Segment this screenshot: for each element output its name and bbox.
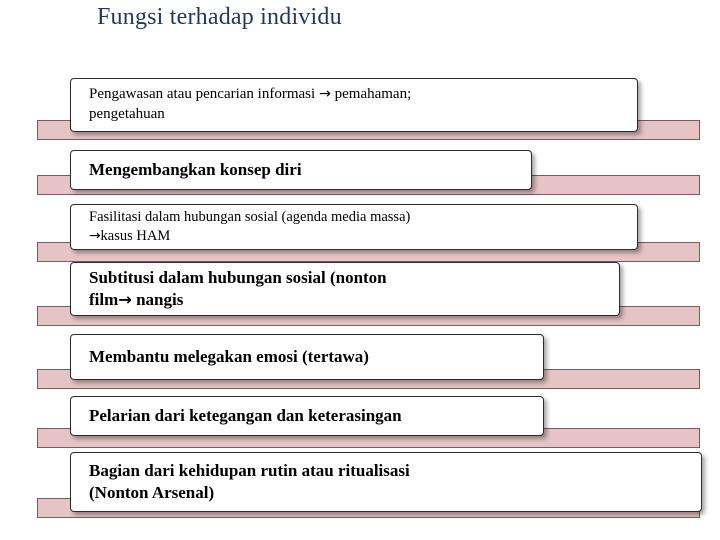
arrow-icon: → <box>89 228 101 244</box>
list-item-emotional-relief <box>70 334 544 380</box>
list-item-social-facilitation <box>70 204 638 250</box>
list-item-information-seeking <box>70 78 638 132</box>
slide-title: Fungsi terhadap individu <box>97 4 342 30</box>
item-2-text: Mengembangkan konsep diri <box>89 159 302 179</box>
item-7-line2: (Nonton Arsenal) <box>89 483 215 502</box>
arrow-icon: → <box>118 290 132 309</box>
list-item-substitution <box>70 262 620 316</box>
item-3-line1: Fasilitasi dalam hubungan sosial (agenda media massa) <box>89 208 411 225</box>
item-4-line2: film <box>89 290 119 309</box>
item-1-line1-end: pemahaman; <box>330 86 412 103</box>
arrow-icon: → <box>318 86 331 103</box>
list-item-self-concept <box>70 150 532 190</box>
list-item-escape <box>70 396 544 436</box>
item-6-text: Pelarian dari ketegangan dan keterasingan <box>89 405 402 425</box>
item-text <box>89 85 411 125</box>
item-4-line1: Subtitusi dalam hubungan sosial (nonton <box>89 267 387 287</box>
item-4-line2-end: nangis <box>131 290 184 309</box>
item-3-line2: kasus HAM <box>100 228 171 244</box>
item-1-line1: Pengawasan atau pencarian informasi <box>89 86 319 103</box>
item-7-line1: Bagian dari kehidupan rutin atau ritualisasi <box>89 460 410 480</box>
list-item-ritual <box>70 452 702 512</box>
item-5-text: Membantu melegakan emosi (tertawa) <box>89 346 369 366</box>
item-1-line2: pengetahuan <box>89 106 165 122</box>
